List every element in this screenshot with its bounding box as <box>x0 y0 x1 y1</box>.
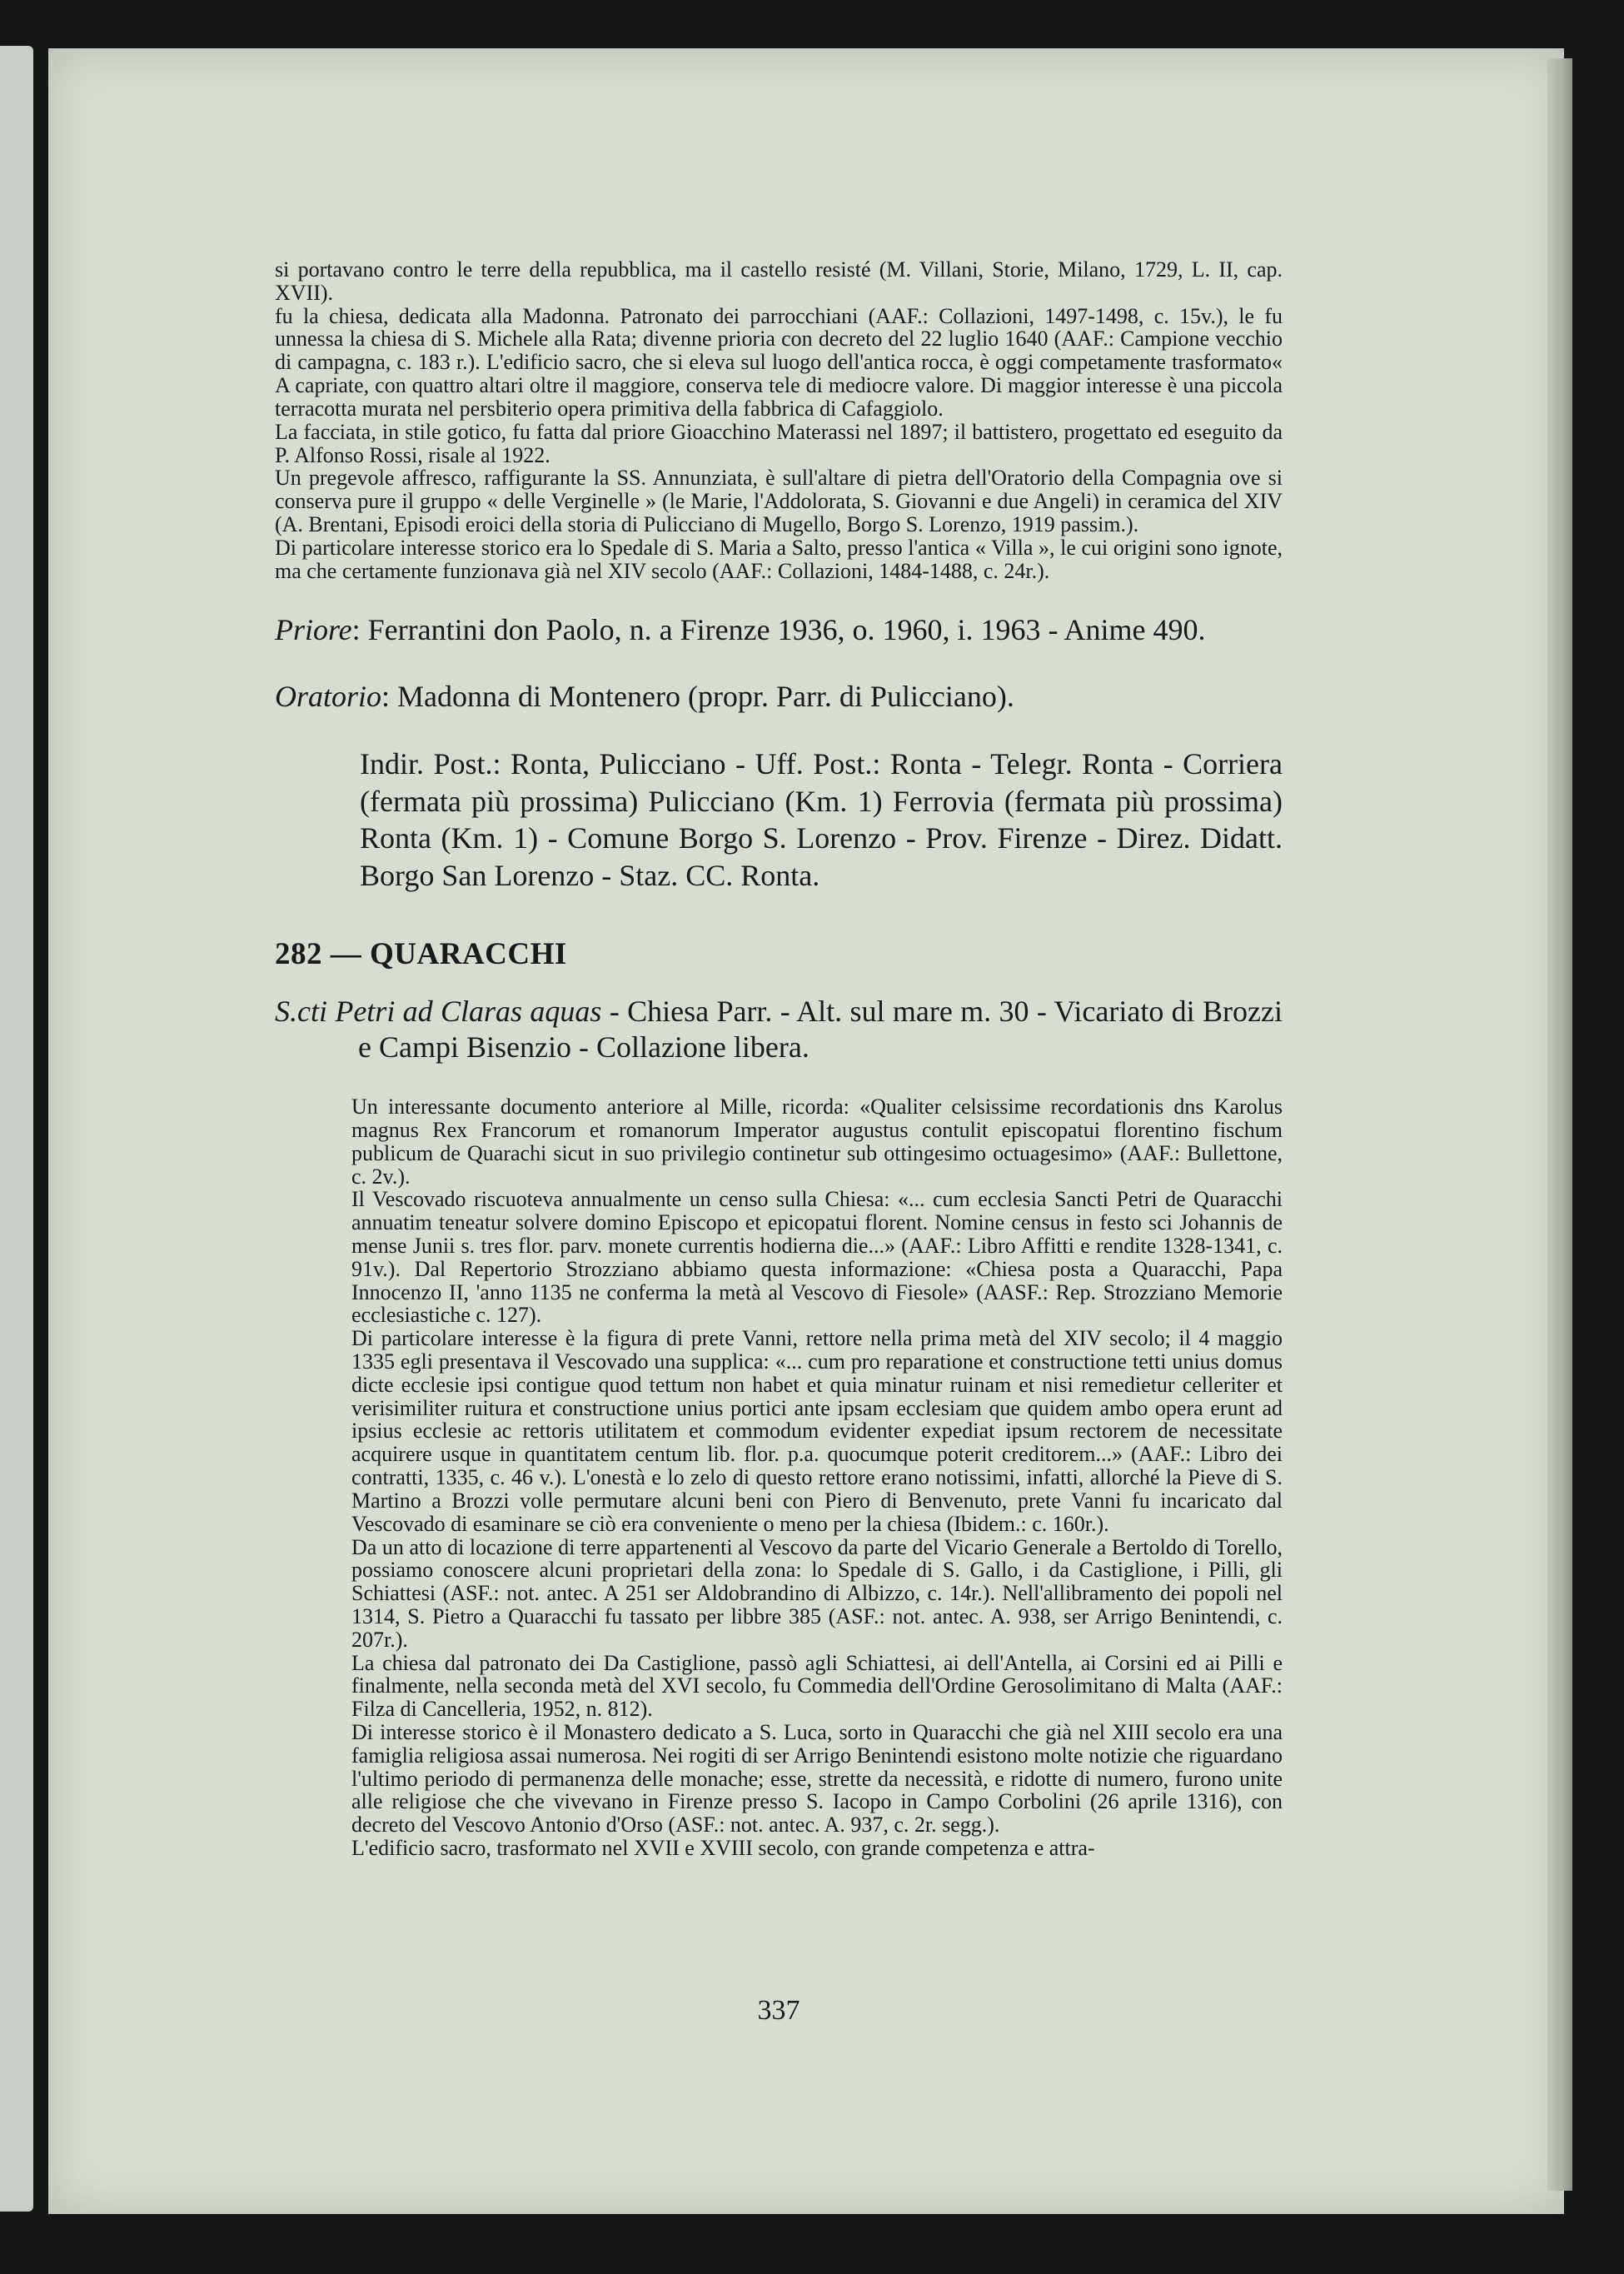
oratorio-label: Oratorio <box>275 680 382 714</box>
note-paragraph: si portavano contro le terre della repubblica, ma il castello resisté (M. Villani, Storie, Milano, 1729, L. II, cap. XVII). <box>275 257 1283 305</box>
priore-text: : Ferrantini don Paolo, n. a Firenze 1936, o. 1960, i. 1963 - Anime 490. <box>351 613 1206 647</box>
note-paragraph: Di particolare interesse storico era lo Spedale di S. Maria a Salto, presso l'antica « Villa », le cui origini sono ignote, ma che certamente funzionava già nel XIV secolo (AAF.: Collazioni, 1484-1488, c. 24r.). <box>275 535 1283 583</box>
section-subtitle-label: S.cti Petri ad Claras aquas <box>275 994 602 1028</box>
top-notes <box>275 258 1283 582</box>
priore-entry <box>275 612 1283 649</box>
note-paragraph: La facciata, in stile gotico, fu fatta dal priore Gioacchino Materassi nel 1897; il battistero, progettato ed eseguito da P. Alfonso Rossi, risale al 1922. <box>275 419 1283 467</box>
priore-label: Priore <box>275 613 352 647</box>
page-stack-edge <box>1547 58 1572 2191</box>
section-heading: 282 — QUARACCHI <box>275 936 567 971</box>
section-body <box>275 1095 1283 1860</box>
postal-info: Indir. Post.: Ronta, Pulicciano - Uff. Post.: Ronta - Telegr. Ronta - Corriera (fermata più prossima) Pulicciano (Km. 1) Ferrovia (fermata più prossima) Ronta (Km. 1) - Comune Borgo S. Lorenzo - Prov. Firenze - Direz. Didatt. Borgo San Lorenzo - Staz. CC. Ronta. <box>360 747 1283 893</box>
body-paragraph: L'edificio sacro, trasformato nel XVII e XVIII secolo, con grande competenza e attra- <box>351 1836 1095 1861</box>
body-paragraph: Di interesse storico è il Monastero dedicato a S. Luca, sorto in Quaracchi che già nel XIII secolo era una famiglia religiosa assai numerosa. Nei rogiti di ser Arrigo Benintendi esistono molte notizie che riguardano l'ultimo periodo di permanenza delle monache; esse, strette da necessità, e ridotte di numero, furono unite alle religiose che che vivevano in Firenze presso S. Iacopo in Campo Corbolini (26 aprile 1316), con decreto del Vescovo Antonio d'Orso (ASF.: not. antec. A. 937, c. 2r. segg.). <box>351 1720 1283 1838</box>
section-subtitle-text: - Chiesa Parr. - Alt. sul mare m. 30 - Vicariato di Brozzi e Campi Bisenzio - Collazione libera. <box>358 994 1283 1064</box>
oratorio-entry <box>275 679 1283 716</box>
note-paragraph: fu la chiesa, dedicata alla Madonna. Patronato dei parrocchiani (AAF.: Collazioni, 1497-1498, c. 15v.), le fu unnessa la chiesa di S. Michele alla Rata; divenne prioria con decreto del 22 luglio 1640 (AAF.: Campione vecchio di campagna, c. 183 r.). L'edificio sacro, che si eleva sul luogo dell'antica rocca, è oggi competamente trasformato« A capriate, con quattro altari oltre il maggiore, conserva tele di mediocre valore. Di maggior interesse è una piccola terracotta murata nel persbiterio opera primitiva della fabbrica di Cafaggiolo. <box>275 303 1283 421</box>
section-subtitle <box>275 994 1283 1065</box>
facing-page-edge <box>0 46 33 2212</box>
oratorio-text: : Madonna di Montenero (propr. Parr. di Pulicciano). <box>381 680 1014 714</box>
body-paragraph: La chiesa dal patronato dei Da Castiglione, passò agli Schiattesi, ai dell'Antella, ai Corsini ed ai Pilli e finalmente, nella seconda metà del XVI secolo, fu Commedia dell'Ordine Gerosolimitano di Malta (AAF.: Filza di Cancelleria, 1952, n. 812). <box>351 1650 1283 1722</box>
note-paragraph: Un pregevole affresco, raffigurante la SS. Annunziata, è sull'altare di pietra dell'Oratorio della Compagnia ove si conserva pure il gruppo « delle Verginelle » (le Marie, l'Addolorata, S. Giovanni e due Angeli) in ceramica del XIV (A. Brentani, Episodi eroici della storia di Pulicciano di Mugello, Borgo S. Lorenzo, 1919 passim.). <box>275 466 1283 536</box>
page-content <box>275 258 1283 1860</box>
body-paragraph: Da un atto di locazione di terre appartenenti al Vescovo da parte del Vicario Generale a Bertoldo di Torello, possiamo conoscere alcuni proprietari della zona: lo Spedale di S. Gallo, i da Castiglione, i Pilli, gli Schiattesi (ASF.: not. antec. A 251 ser Aldobrandino di Albizzo, c. 14r.). Nell'allibramento dei popoli nel 1314, S. Pietro a Quaracchi fu tassato per libbre 385 (ASF.: not. antec. A. 938, ser Arrigo Benintendi, c. 207r.). <box>351 1534 1283 1652</box>
body-paragraph: Di particolare interesse è la figura di prete Vanni, rettore nella prima metà del XIV secolo; il 4 maggio 1335 egli presentava il Vescovado una supplica: «... cum pro reparatione et constructione tetti unius domus dicte ecclesie ipsi contigue quod tettum non habet et quia minatur ruinam et nisi remedietur celleriter et verisimiliter ruitura et constructione unius portici ante ipsam ecclesiam que quidem ambo opera erunt ad ipsius ecclesie ac rettoris utilitatem et commodum evidenter expediat ipsum rectorem de necessitate acquirere usque in quantitatem centum lib. flor. p.a. quocumque poterit creditorem...» (AAF.: Libro dei contratti, 1335, c. 46 v.). L'onestà e lo zelo di questo rettore erano notissimi, infatti, allorché la Pieve di S. Martino a Brozzi volle permutare alcuni beni con Piero di Benvenuto, prete Vanni fu incaricato dal Vescovado di esaminare se ciò era conveniente o meno per la chiesa (Ibidem.: c. 160r.). <box>351 1326 1283 1536</box>
page-number: 337 <box>757 1995 800 2026</box>
body-paragraph: Un interessante documento anteriore al Mille, ricorda: «Qualiter celsissime recordationis dns Karolus magnus Rex Francorum et romanorum Imperator augustus contulit episcopatui florentino fischum publicum de Quarachi sicut in suo privilegio continetur sub ottingesimo octuagesimo» (AAF.: Bullettone, c. 2v.). <box>351 1095 1283 1189</box>
body-paragraph: Il Vescovado riscuoteva annualmente un censo sulla Chiesa: «... cum ecclesia Sancti Petri de Quaracchi annuatim teneatur solvere domino Episcopo et epicopatui florent. Nomine census in festo sci Johannis de mense Junii s. tres flor. parv. monete currentis hodierna die...» (AAF.: Libro Affitti e rendite 1328-1341, c. 91v.). Dal Repertorio Strozziano abbiamo questa informazione: «Chiesa posta a Quaracchi, Papa Innocenzo II, 'anno 1135 ne conferma la metà al Vescovo di Fiesole» (AASF.: Rep. Strozziano Memorie ecclesiastiche c. 127). <box>351 1187 1283 1328</box>
